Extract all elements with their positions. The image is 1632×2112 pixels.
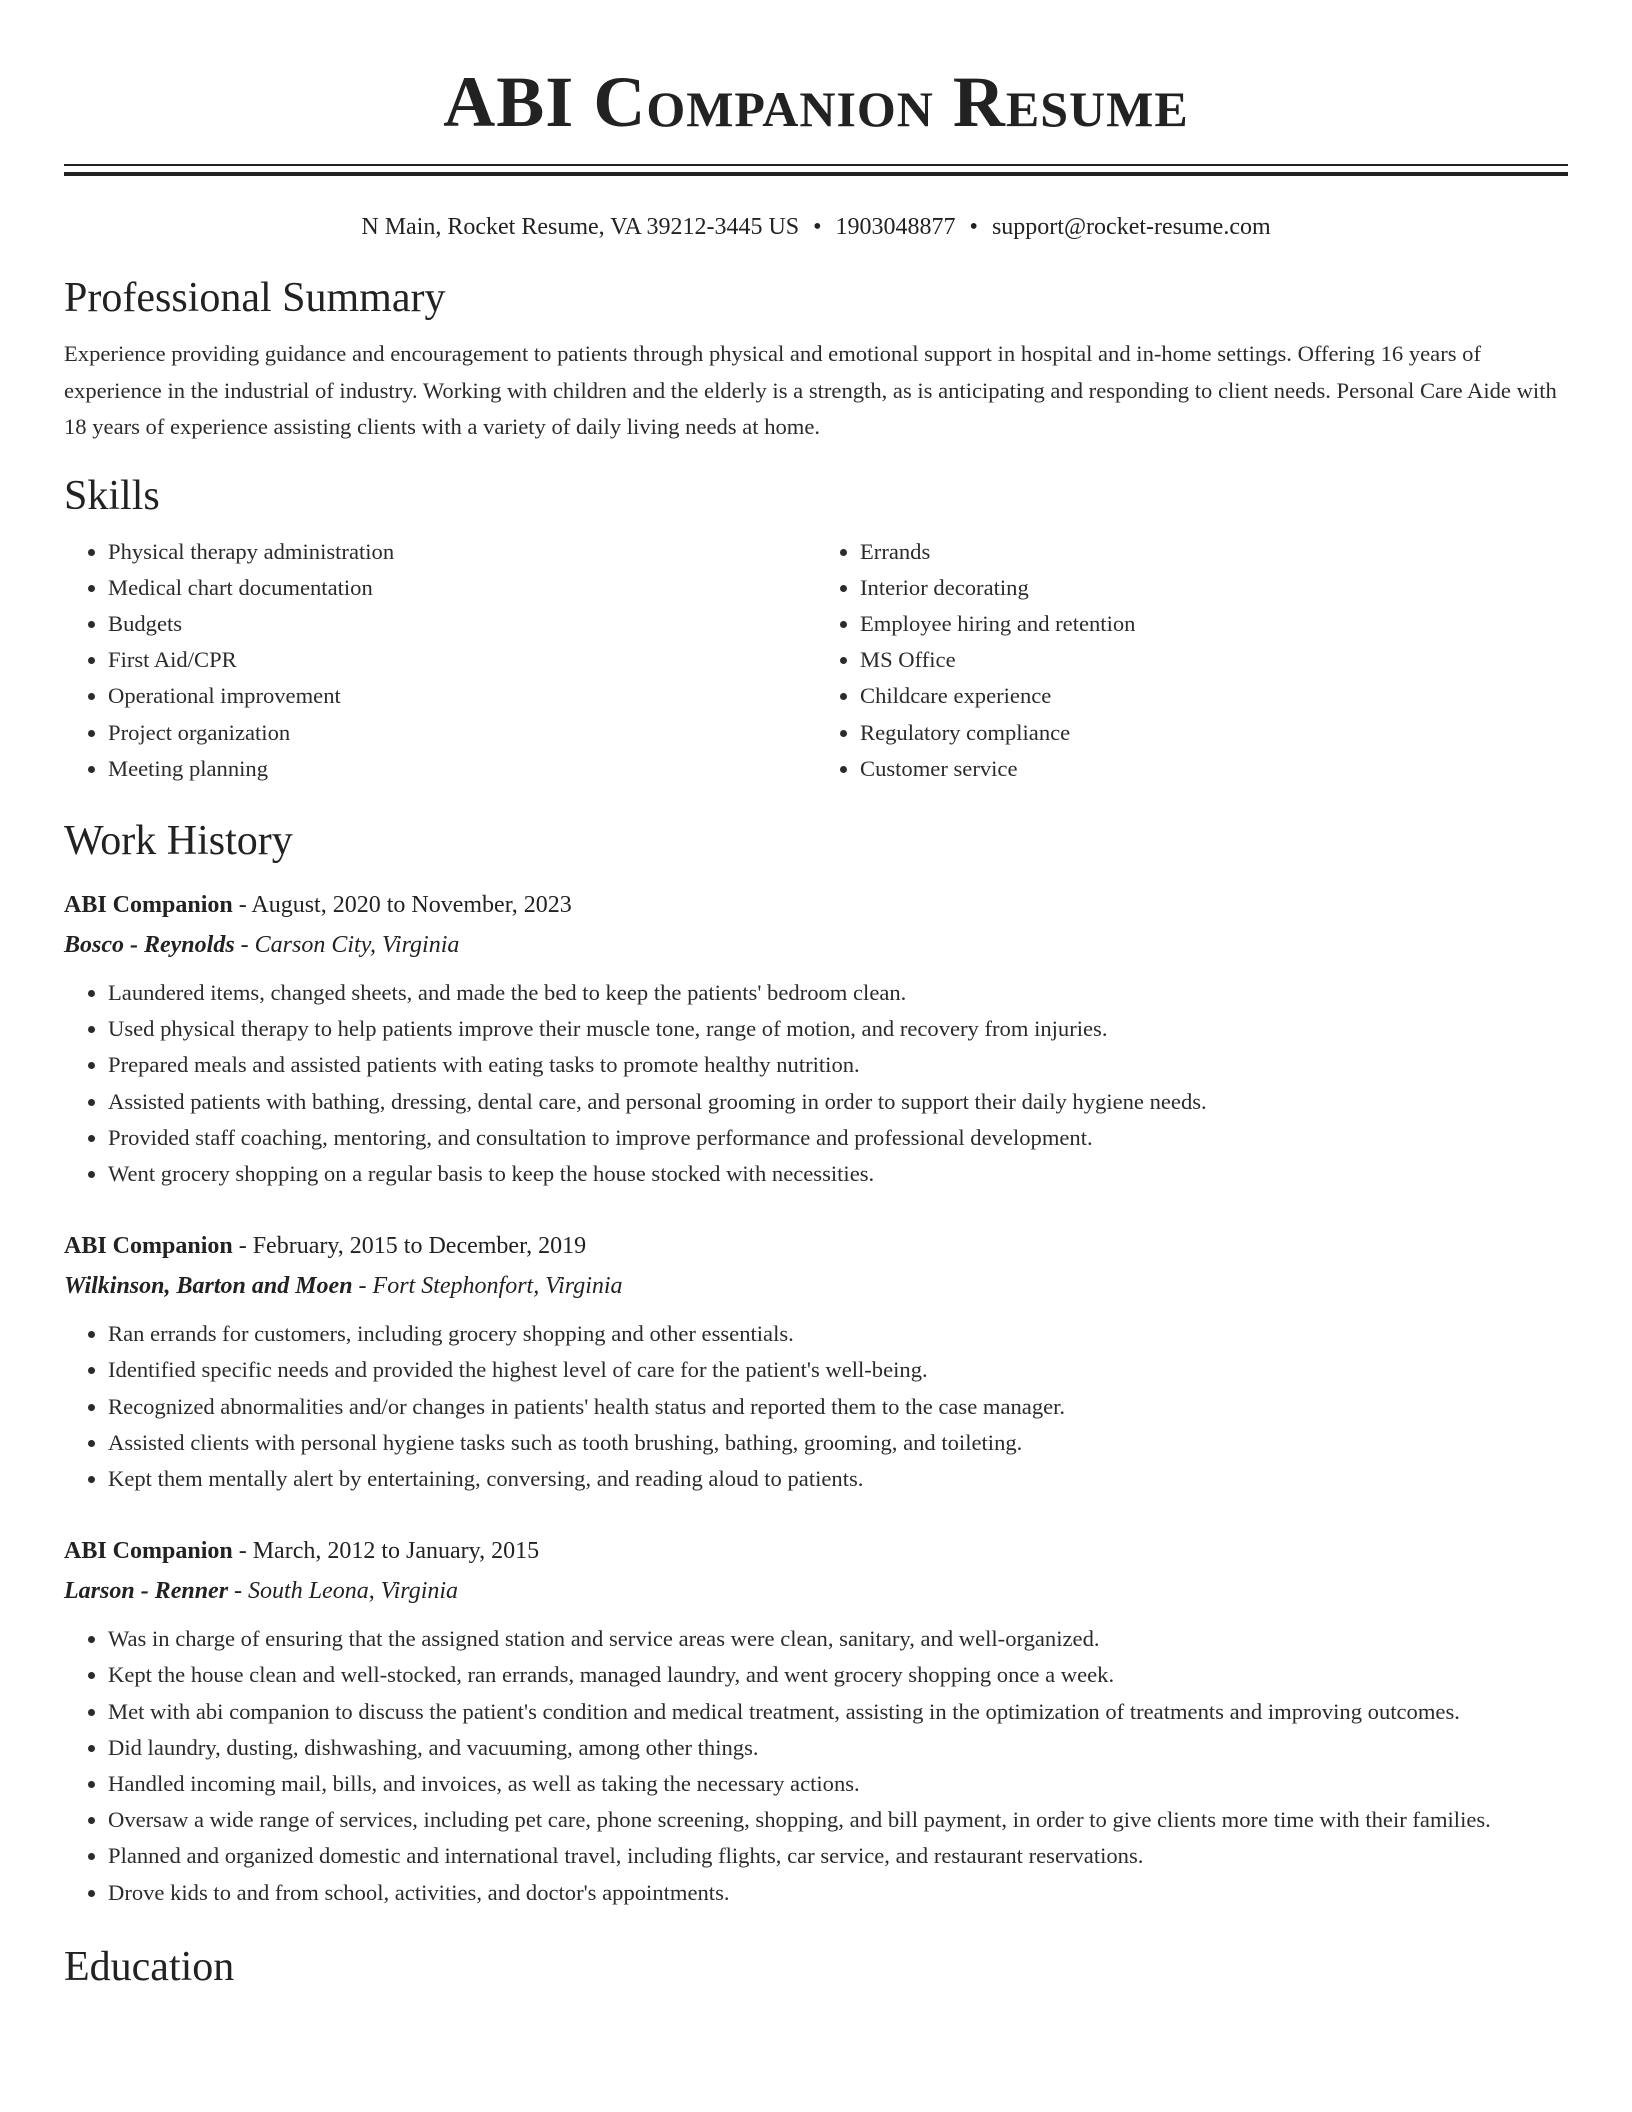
education-heading: Education xyxy=(64,1943,235,1990)
job-duties-list xyxy=(64,1621,1568,1911)
contact-separator: • xyxy=(969,214,978,240)
job-duty: • Used physical therapy to help patients improve their muscle tone, range of motion, and recovery from injuries. xyxy=(108,1011,1568,1047)
job-duty: • Identified specific needs and provided the highest level of care for the patient's well-being. xyxy=(108,1352,1568,1388)
skill-item: • Physical therapy administration xyxy=(108,534,816,570)
job-dates: - February, 2015 to December, 2019 xyxy=(232,1233,587,1260)
job-duty: • Assisted clients with personal hygiene tasks such as tooth brushing, bathing, grooming, and toileting. xyxy=(108,1425,1568,1461)
employer-location: - Carson City, Virginia xyxy=(234,931,460,958)
job-duty: • Ran errands for customers, including grocery shopping and other essentials. xyxy=(108,1316,1568,1352)
job-duty: • Prepared meals and assisted patients with eating tasks to promote healthy nutrition. xyxy=(108,1047,1568,1083)
skill-item: • Employee hiring and retention xyxy=(860,606,1568,642)
job-duty: • Provided staff coaching, mentoring, and consultation to improve performance and professional development. xyxy=(108,1120,1568,1156)
job-entry xyxy=(64,1531,1568,1911)
job-entry xyxy=(64,1226,1568,1497)
job-duty: • Kept the house clean and well-stocked, ran errands, managed laundry, and went grocery shopping once a week. xyxy=(108,1657,1568,1693)
summary-heading: Professional Summary xyxy=(64,275,446,321)
job-duty: • Planned and organized domestic and international travel, including flights, car service, and restaurant reservations. xyxy=(108,1838,1568,1874)
employer-line xyxy=(64,925,1568,965)
skill-item: • Regulatory compliance xyxy=(860,715,1568,751)
contact-line xyxy=(64,210,1568,244)
header-divider-thin xyxy=(64,164,1568,166)
job-duty: • Oversaw a wide range of services, including pet care, phone screening, shopping, and bill payment, in order to give clients more time with their families. xyxy=(108,1802,1568,1838)
work-history-heading: Work History xyxy=(64,817,293,864)
job-title-line xyxy=(64,885,1568,925)
job-duty: • Drove kids to and from school, activities, and doctor's appointments. xyxy=(108,1875,1568,1911)
job-duties-list xyxy=(64,1316,1568,1497)
summary-text: Experience providing guidance and encouragement to patients through physical and emotional support in hospital and in-home settings. Offering 16 years of experience in the industrial of industry. Working with children and the elderly is a strength, as is anticipating and responding to client needs. Personal Care Aide with 18 years of experience assisting clients with a variety of daily living needs at home. xyxy=(64,341,1557,439)
contact-email: support@rocket-resume.com xyxy=(991,214,1271,240)
job-title-line xyxy=(64,1531,1568,1571)
job-dates: - August, 2020 to November, 2023 xyxy=(232,891,572,918)
job-title: ABI Companion xyxy=(64,891,233,918)
skill-item: • First Aid/CPR xyxy=(108,642,816,678)
skills-list-left xyxy=(64,534,816,787)
skill-item: • Meeting planning xyxy=(108,751,816,787)
skill-item: • Project organization xyxy=(108,715,816,751)
job-duty: • Laundered items, changed sheets, and made the bed to keep the patients' bedroom clean. xyxy=(108,975,1568,1011)
skill-item: • MS Office xyxy=(860,642,1568,678)
skill-item: • Operational improvement xyxy=(108,678,816,714)
employer-location: - South Leona, Virginia xyxy=(228,1578,459,1605)
job-dates: - March, 2012 to January, 2015 xyxy=(232,1538,540,1565)
job-title: ABI Companion xyxy=(64,1233,233,1260)
contact-phone: 1903048877 xyxy=(835,214,956,240)
employer-line xyxy=(64,1571,1568,1611)
contact-address: N Main, Rocket Resume, VA 39212-3445 US xyxy=(361,214,800,240)
skills-list-right xyxy=(816,534,1568,787)
skill-item: • Errands xyxy=(860,534,1568,570)
skill-item: • Interior decorating xyxy=(860,570,1568,606)
job-duty: • Was in charge of ensuring that the assigned station and service areas were clean, sanitary, and well-organized. xyxy=(108,1621,1568,1657)
job-duty: • Assisted patients with bathing, dressing, dental care, and personal grooming in order to support their daily hygiene needs. xyxy=(108,1084,1568,1120)
skills-heading: Skills xyxy=(64,472,160,519)
employer-name: Bosco - Reynolds xyxy=(64,931,235,958)
skill-item: • Childcare experience xyxy=(860,678,1568,714)
job-title-line xyxy=(64,1226,1568,1266)
employer-location: - Fort Stephonfort, Virginia xyxy=(352,1273,623,1300)
job-title: ABI Companion xyxy=(64,1538,233,1565)
job-duty: • Met with abi companion to discuss the patient's condition and medical treatment, assisting in the optimization of treatments and improving outcomes. xyxy=(108,1694,1568,1730)
job-duty: • Kept them mentally alert by entertaining, conversing, and reading aloud to patients. xyxy=(108,1461,1568,1497)
skills-grid xyxy=(64,534,1568,787)
job-duty: • Did laundry, dusting, dishwashing, and vacuuming, among other things. xyxy=(108,1730,1568,1766)
employer-name: Wilkinson, Barton and Moen xyxy=(64,1273,353,1300)
job-duty: • Went grocery shopping on a regular basis to keep the house stocked with necessities. xyxy=(108,1156,1568,1192)
header-divider-thick xyxy=(64,172,1568,176)
skill-item: • Budgets xyxy=(108,606,816,642)
job-entry xyxy=(64,885,1568,1192)
employer-line xyxy=(64,1266,1568,1306)
contact-separator: • xyxy=(813,214,822,240)
employer-name: Larson - Renner xyxy=(64,1578,229,1605)
job-duties-list xyxy=(64,975,1568,1192)
job-duty: • Handled incoming mail, bills, and invoices, as well as taking the necessary actions. xyxy=(108,1766,1568,1802)
job-duty: • Recognized abnormalities and/or changes in patients' health status and reported them to the case manager. xyxy=(108,1389,1568,1425)
skill-item: • Medical chart documentation xyxy=(108,570,816,606)
resume-name: ABI Companion Resume xyxy=(443,62,1189,142)
skill-item: • Customer service xyxy=(860,751,1568,787)
